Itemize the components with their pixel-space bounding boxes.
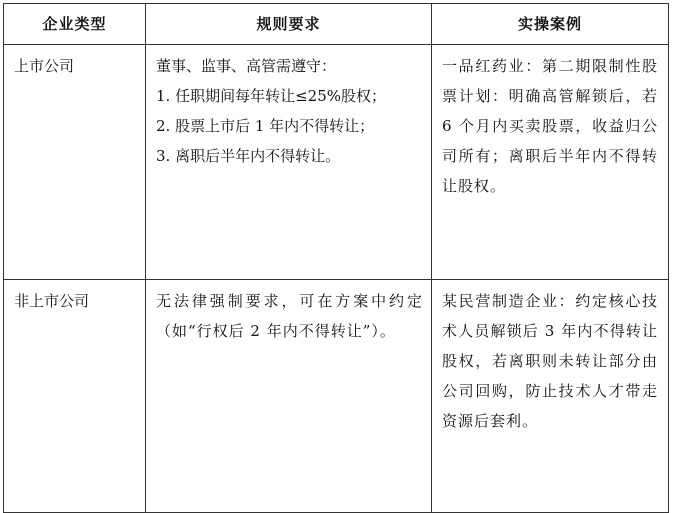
cell-practical-case bbox=[432, 280, 669, 513]
header-rule-requirements: 规则要求 bbox=[146, 4, 432, 45]
cell-rule-requirements bbox=[146, 45, 432, 280]
rule-item-3: 3. 离职后半年内不得转让。 bbox=[156, 147, 341, 165]
rule-text: 无法律强制要求，可在方案中约定（如“行权后 2 年内不得转让”）。 bbox=[156, 292, 423, 340]
cell-enterprise-type bbox=[4, 45, 146, 280]
header-enterprise-type: 企业类型 bbox=[4, 4, 146, 45]
rule-item-2: 2. 股票上市后 1 年内不得转让； bbox=[156, 117, 375, 135]
cell-practical-case bbox=[432, 45, 669, 280]
case-text: 某民营制造企业：约定核心技术人员解锁后 3 年内不得转让股权，若离职则未转让部分由公司回购，防止技术人才带走资源后套利。 bbox=[442, 292, 658, 430]
equity-transfer-rules-table bbox=[3, 3, 669, 513]
cell-enterprise-type bbox=[4, 280, 146, 513]
case-text: 一品红药业：第二期限制性股票计划：明确高管解锁后，若 6 个月内买卖股票，收益归公司所有；离职后半年内不得转让股权。 bbox=[442, 57, 658, 195]
table-row-listed-company bbox=[4, 45, 669, 280]
header-practical-case: 实操案例 bbox=[432, 4, 669, 45]
table-row-unlisted-company bbox=[4, 280, 669, 513]
table-header-row bbox=[4, 4, 669, 45]
rule-item-1: 1. 任职期间每年转让≤25%股权； bbox=[156, 87, 386, 105]
rule-intro-line: 董事、监事、高管需遵守： bbox=[156, 57, 337, 75]
cell-rule-requirements bbox=[146, 280, 432, 513]
enterprise-type-text: 上市公司 bbox=[14, 57, 75, 75]
enterprise-type-text: 非上市公司 bbox=[14, 292, 90, 310]
